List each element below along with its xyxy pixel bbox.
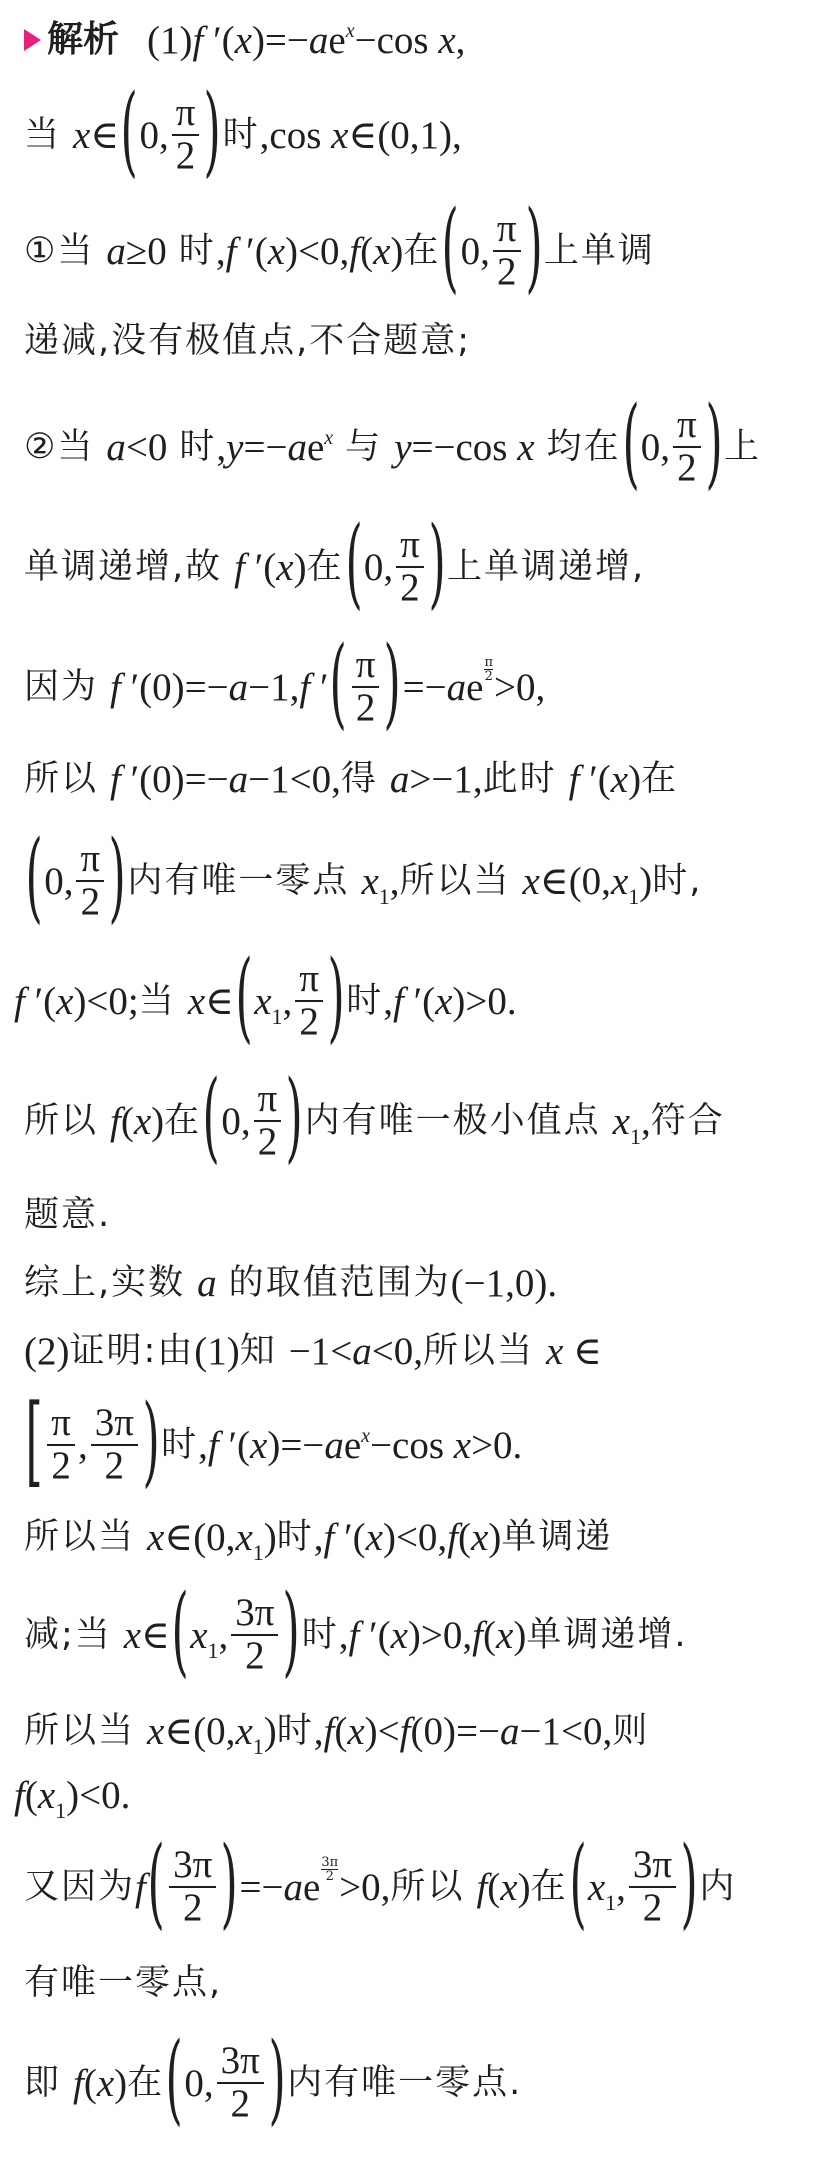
solution-line: 题意. xyxy=(24,1194,112,1235)
fraction: $\frac{\pi}{2}$ xyxy=(493,209,521,293)
fraction: $\frac{3\pi}{2}$ xyxy=(231,1593,278,1677)
fraction: $\frac{3\pi}{2}$ xyxy=(629,1845,676,1929)
solution-line: 因为 f ′(0)=−a−1,f ′ ( $\frac{\pi}{2}$ ) =−ae π 2 >0, xyxy=(24,626,546,740)
solution-line: (2) 证明:由 (1) 知 −1<a<0, 所以当 x ∈ xyxy=(24,1329,602,1373)
fraction: $\frac{\pi}{2}$ xyxy=(295,959,323,1043)
fraction: $\frac{\pi}{2}$ xyxy=(352,645,380,729)
fraction: $\frac{\pi}{2}$ xyxy=(172,93,200,177)
solution-line: ②当 a<0 时 $,y=-ae^x$ 与 y=−cos x 均在 ( 0, $\frac{\pi}{2}$ ) 上 xyxy=(24,386,761,500)
triangle-marker-icon xyxy=(24,29,41,51)
solution-line: 所以 f(x) 在 ( 0, $\frac{\pi}{2}$ ) 内有唯一极小值点 $x_1$, 符合 xyxy=(24,1060,725,1174)
fraction: $\frac{\pi}{2}$ xyxy=(673,405,701,489)
solution-line: 递减,没有极值点,不合题意; xyxy=(24,320,472,361)
solution-line: ①当 a≥0 时 ,f ′(x)<0,f(x) 在 ( 0, $\frac{\pi}{2}$ ) 上单调 xyxy=(24,190,655,304)
solution-line: 综上,实数 a 的取值范围为 (−1,0). xyxy=(24,1261,558,1305)
solution-line: $f(x_1)<0$. xyxy=(14,1773,131,1823)
small-fraction: 3π 2 xyxy=(321,1854,339,1884)
fraction: $\frac{3\pi}{2}$ xyxy=(91,1403,138,1487)
fraction: $\frac{\pi}{2}$ xyxy=(76,839,104,923)
fraction: $\frac{\pi}{2}$ xyxy=(396,525,424,609)
fraction: $\frac{3\pi}{2}$ xyxy=(217,2041,264,2125)
solution-line: f ′(x)<0; 当 x∈ ( $x_1$, $\frac{\pi}{2}$ ) 时 ,f ′(x)>0. xyxy=(14,940,517,1054)
solution-line: 当 x ∈ ( 0, $\frac{\pi}{2}$ ) 时 ,cos x∈(0,1), xyxy=(24,74,462,188)
solution-line: 所以当 $x\in(0,x_1)$ 时 ,f ′(x)<0,f(x) 单调递 xyxy=(24,1515,613,1565)
solution-line: 减;当 x∈ ( $x_1$, $\frac{3\pi}{2}$ ) 时 ,f ′(x)>0,f(x) 单调递增. xyxy=(24,1574,688,1688)
analysis-header xyxy=(24,19,147,60)
solution-line: ( 0, $\frac{\pi}{2}$ ) 内有唯一零点 $x_1$, 所以当 $x\in(0,x_1)$ 时, xyxy=(25,820,703,934)
solution-line xyxy=(24,14,465,66)
solution-line: 即 f(x) 在 ( 0, $\frac{3\pi}{2}$ ) 内有唯一零点. xyxy=(24,2022,523,2136)
solution-line: 有唯一零点, xyxy=(24,1962,223,2003)
fraction: $\frac{3\pi}{2}$ xyxy=(169,1845,216,1929)
fraction: $\frac{\pi}{2}$ xyxy=(47,1403,75,1487)
solution-line: 单调递增,故 f ′(x) 在 ( 0, $\frac{\pi}{2}$ ) 上单调递增, xyxy=(24,506,646,620)
solution-line: 又因为 f ( $\frac{3\pi}{2}$ ) =−ae 3π 2 >0, 所以 f(x) 在 ( $x_1$, $\frac{3\pi}{2}$ ) 内 xyxy=(24,1826,737,1940)
analysis-tag: 解析 xyxy=(47,19,120,60)
solution-line: 所以 f ′(0)=−a−1<0, 得 a>−1, 此时 f ′(x) 在 xyxy=(24,757,679,801)
fraction: $\frac{\pi}{2}$ xyxy=(254,1079,282,1163)
solution-line: 所以当 $x\in(0,x_1)$ 时 ,f(x)<f(0)=−a−1<0, 则 xyxy=(24,1709,650,1759)
small-fraction: π 2 xyxy=(484,654,494,684)
math-text: (1)f $'(x)=-ae^x-\cos$ x, xyxy=(147,18,466,62)
solution-line: [ $\frac{\pi}{2}$ , $\frac{3\pi}{2}$ ) 时 ,f $'(x)=-ae^x-\cos$ x>0. xyxy=(25,1384,523,1498)
